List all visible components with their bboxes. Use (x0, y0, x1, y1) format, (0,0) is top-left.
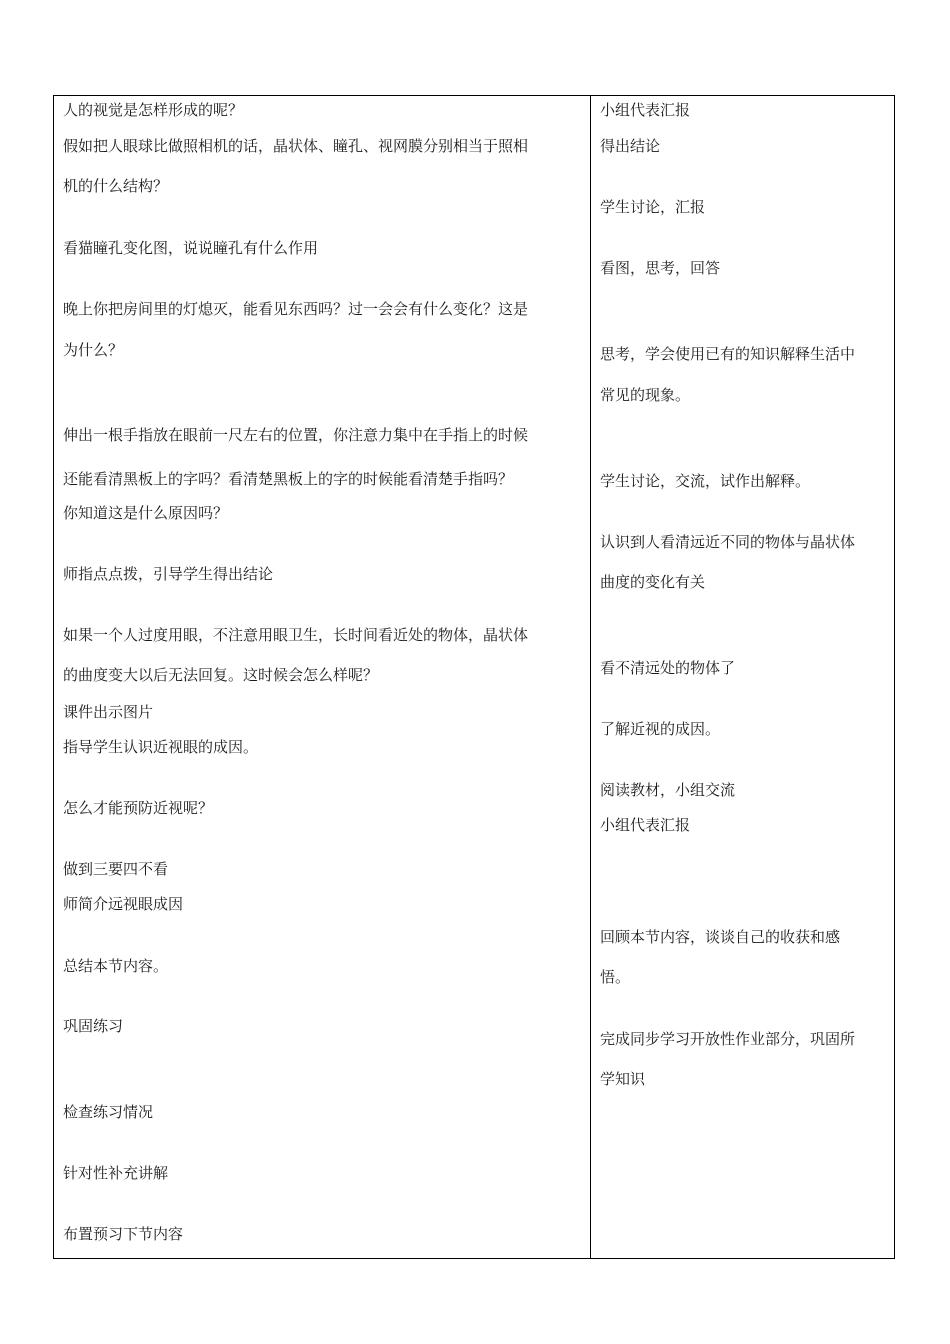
teacher-line: 伸出一根手指放在眼前一尺左右的位置，你注意力集中在手指上的时候 (63, 426, 529, 444)
teacher-line: 师指点点拨，引导学生得出结论 (63, 565, 274, 583)
student-line: 悟。 (600, 968, 631, 986)
student-line: 回顾本节内容，谈谈自己的收获和感 (600, 928, 841, 946)
student-line: 曲度的变化有关 (600, 573, 706, 591)
teacher-line: 你知道这是什么原因吗？ (63, 504, 229, 522)
teacher-line: 看猫瞳孔变化图，说说瞳孔有什么作用 (63, 239, 319, 257)
student-line: 学生讨论，汇报 (600, 198, 706, 216)
teacher-line: 怎么才能预防近视呢？ (63, 799, 214, 817)
student-line: 学生讨论，交流，试作出解释。 (600, 472, 811, 490)
teacher-line: 做到三要四不看 (63, 860, 169, 878)
teacher-line: 布置预习下节内容 (63, 1225, 184, 1243)
teacher-line: 为什么？ (63, 341, 124, 359)
lesson-table (53, 95, 895, 1259)
student-line: 思考，学会使用已有的知识解释生活中 (600, 345, 856, 363)
teacher-line: 指导学生认识近视眼的成因。 (63, 738, 259, 756)
teacher-line: 机的什么结构？ (63, 177, 169, 195)
student-line: 得出结论 (600, 137, 661, 155)
teacher-line: 师简介远视眼成因 (63, 895, 184, 913)
student-line: 学知识 (600, 1070, 646, 1088)
student-line: 看图，思考，回答 (600, 259, 721, 277)
teacher-line: 巩固练习 (63, 1017, 124, 1035)
teacher-line: 检查练习情况 (63, 1103, 154, 1121)
student-line: 阅读教材，小组交流 (600, 781, 736, 799)
student-line: 小组代表汇报 (600, 816, 691, 834)
student-line: 常见的现象。 (600, 386, 691, 404)
teacher-line: 人的视觉是怎样形成的呢？ (63, 101, 244, 119)
teacher-line: 总结本节内容。 (63, 957, 169, 975)
teacher-line: 针对性补充讲解 (63, 1164, 169, 1182)
student-line: 认识到人看清远近不同的物体与晶状体 (600, 533, 856, 551)
student-line: 看不清远处的物体了 (600, 659, 736, 677)
teacher-line: 课件出示图片 (63, 703, 154, 721)
column-divider (590, 96, 591, 1258)
student-line: 了解近视的成因。 (600, 720, 721, 738)
teacher-line: 晚上你把房间里的灯熄灭，能看见东西吗？过一会会有什么变化？这是 (63, 300, 529, 318)
student-line: 完成同步学习开放性作业部分，巩固所 (600, 1030, 856, 1048)
student-line: 小组代表汇报 (600, 101, 691, 119)
teacher-line: 如果一个人过度用眼，不注意用眼卫生，长时间看近处的物体，晶状体 (63, 626, 529, 644)
teacher-line: 假如把人眼球比做照相机的话，晶状体、瞳孔、视网膜分别相当于照相 (63, 137, 529, 155)
teacher-line: 的曲度变大以后无法回复。这时候会怎么样呢？ (63, 666, 379, 684)
teacher-line: 还能看清黑板上的字吗？看清楚黑板上的字的时候能看清楚手指吗？ (63, 470, 514, 488)
